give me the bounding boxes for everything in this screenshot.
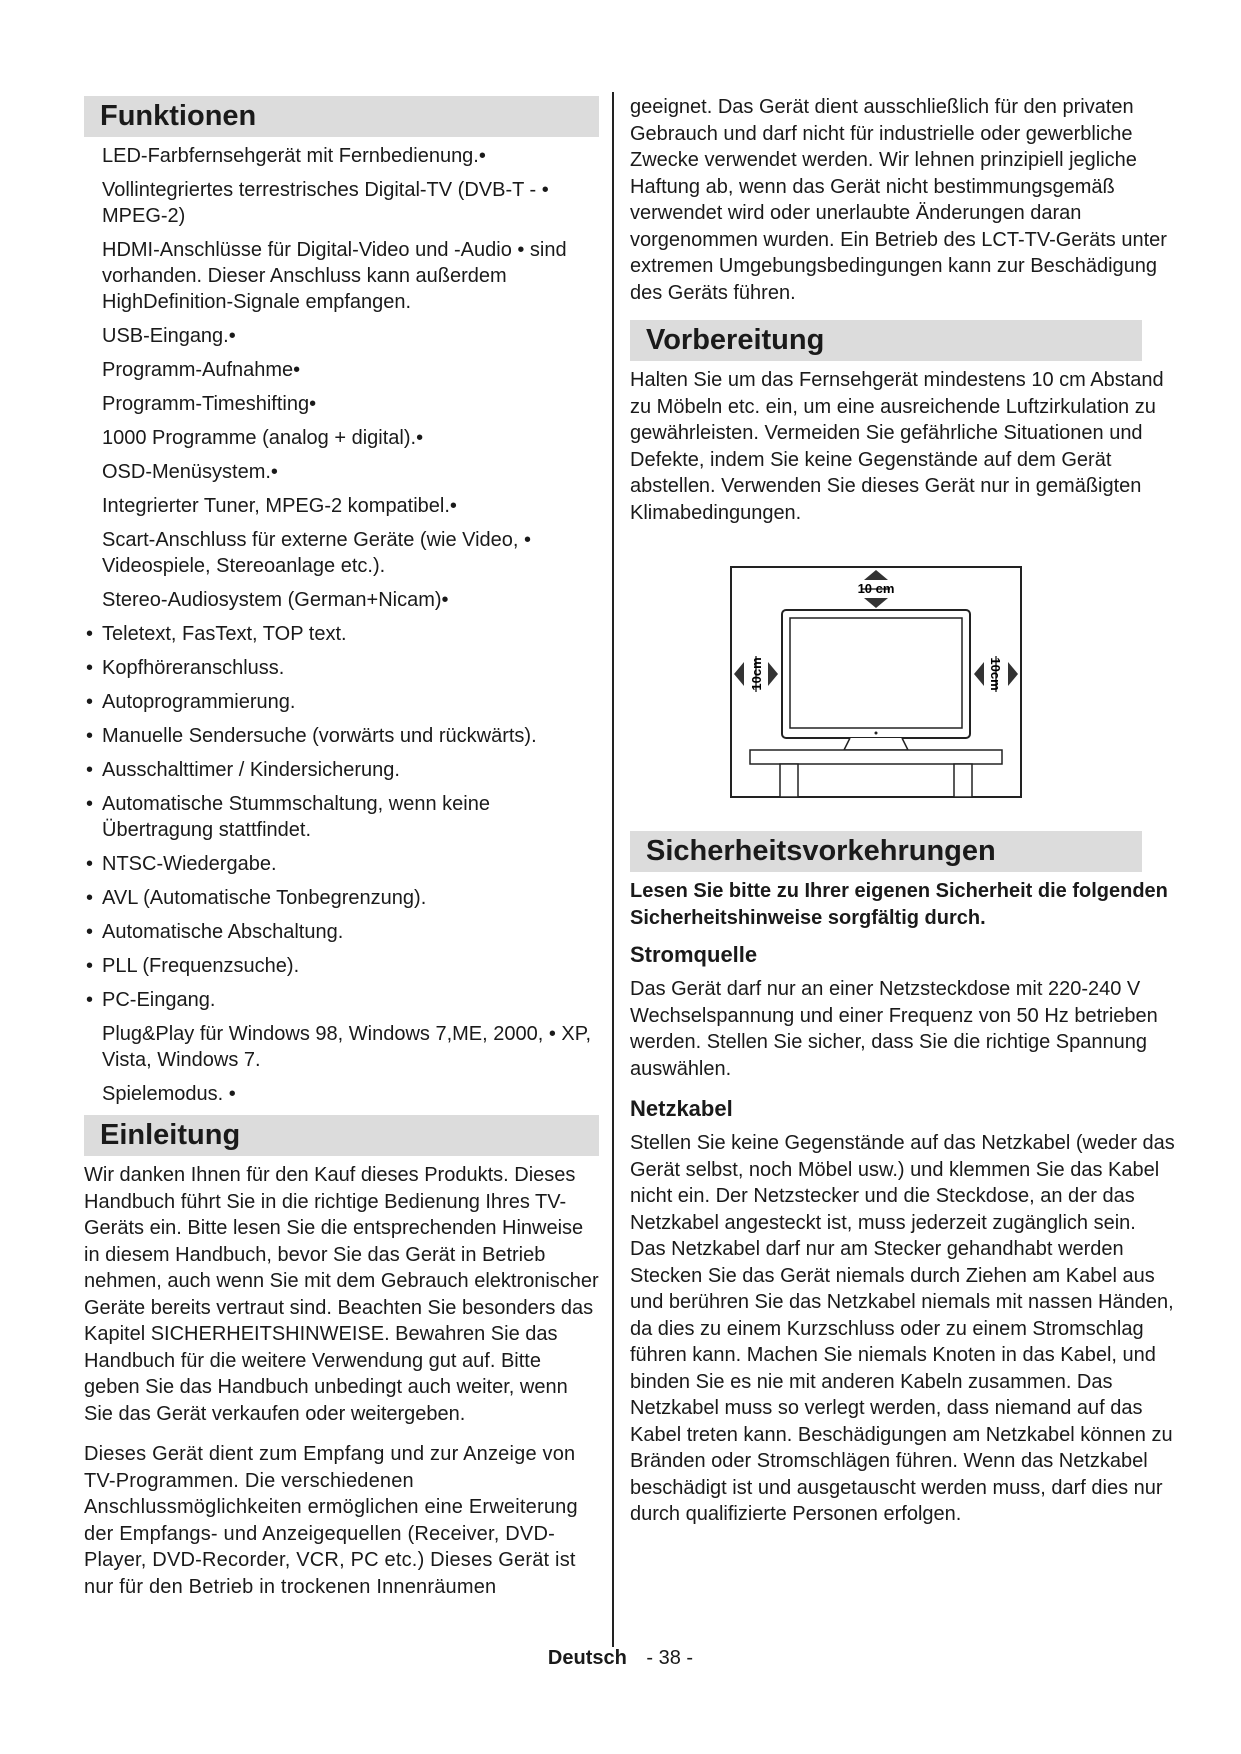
furniture-leg-left <box>780 764 798 797</box>
footer-language: Deutsch <box>547 1647 627 1669</box>
feature-item: Spielemodus. • <box>102 1083 236 1105</box>
furniture-leg-right <box>954 764 972 797</box>
feature-item: • Kopfhöreranschluss. <box>84 655 599 681</box>
feature-item: • NTSC-Wiedergabe. <box>84 851 599 877</box>
tv-stand <box>844 738 908 750</box>
feature-item: OSD-Menüsystem.• <box>102 461 278 483</box>
feature-item: Plug&Play für Windows 98, Windows 7,ME, 2000, • XP, Vista, Windows 7. <box>102 1023 592 1071</box>
functions-heading: Funktionen <box>84 96 599 137</box>
right-clearance-label: 10cm <box>988 657 1003 691</box>
feature-item: Vollintegriertes terrestrisches Digital-TV (DVB-T - • MPEG-2) <box>102 179 549 227</box>
page-footer <box>0 1647 1241 1670</box>
feature-item: • Teletext, FasText, TOP text. <box>84 621 599 647</box>
safety-heading: Sicherheitsvorkehrungen <box>630 831 1142 872</box>
intro-paragraph-2-continued: geeignet. Das Gerät dient ausschließlich für den privaten Gebrauch und darf nicht für industrielle oder gewerbliche Zwecke verwendet werden. Wir lehnen prinzipiell jegliche Haftung ab, wenn das Gerät nicht bestimmungsgemäß verwendet wird oder unerlaubte Änderungen daran vorgenommen wurden. Ein Betrieb des LCT-TV-Geräts unter extremen Umgebungsbedingungen kann zur Beschädigung des Geräts führen. <box>630 96 1167 304</box>
feature-item: • Automatische Abschaltung. <box>84 919 599 945</box>
feature-item: HDMI-Anschlüsse für Digital-Video und -Audio • sind vorhanden. Dieser Anschluss kann außerdem HighDefinition-Signale empfangen. <box>102 239 567 313</box>
feature-item: 1000 Programme (analog + digital).• <box>102 427 424 449</box>
feature-item: Stereo-Audiosystem (German+Nicam)• <box>102 589 449 611</box>
left-column <box>84 96 599 1614</box>
power-source-heading: Stromquelle <box>630 942 758 967</box>
tv-screen <box>790 618 962 728</box>
left-clearance-label: 10cm <box>749 657 764 691</box>
feature-list <box>84 143 599 1107</box>
feature-item: LED-Farbfernsehgerät mit Fernbedienung.• <box>102 145 486 167</box>
safety-lead: Lesen Sie bitte zu Ihrer eigenen Sicherheit die folgenden Sicherheitshinweise sorgfältig durch. <box>630 880 1168 929</box>
power-cable-heading: Netzkabel <box>630 1096 733 1121</box>
feature-item: • PC-Eingang. <box>84 987 599 1013</box>
feature-item: • PLL (Frequenzsuche). <box>84 953 599 979</box>
feature-item: Programm-Timeshifting• <box>102 393 317 415</box>
feature-item: • AVL (Automatische Tonbegrenzung). <box>84 885 599 911</box>
feature-item: • Manuelle Sendersuche (vorwärts und rückwärts). <box>84 723 599 749</box>
feature-item: USB-Eingang.• <box>102 325 236 347</box>
page-number: - 38 - <box>646 1647 694 1669</box>
right-column <box>630 94 1175 1542</box>
power-source-text: Das Gerät darf nur an einer Netzsteckdose mit 220-240 V Wechselspannung und einer Frequenz von 50 Hz betrieben werden. Stellen Sie sicher, dass Sie die richtige Spannung auswählen. <box>630 978 1158 1080</box>
intro-paragraph-1: Wir danken Ihnen für den Kauf dieses Produkts. Dieses Handbuch führt Sie in die richtige Bedienung Ihres TV-Geräts ein. Bitte lesen Sie die entsprechenden Hinweise in diesem Handbuch, bevor Sie das Gerät in Betrieb nehmen, auch wenn Sie mit dem Gebrauch elektronischer Geräte bereits vertraut sind. Beachten Sie besonders das Kapitel SICHERHEITSHINWEISE. Bewahren Sie das Handbuch für die weitere Verwendung gut auf. Bitte geben Sie das Handbuch unbedingt auch weiter, wenn Sie das Gerät verkaufen oder weitergeben. <box>84 1164 599 1425</box>
preparation-text: Halten Sie um das Fernsehgerät mindestens 10 cm Abstand zu Möbeln etc. ein, um eine ausreichende Luftzirkulation zu gewährleisten. Vermeiden Sie gefährliche Situationen und Defekte, indem Sie keine Gegenstände auf dem Gerät abstellen. Verwenden Sie dieses Gerät nur in gemäßigten Klimabedingungen. <box>630 369 1164 524</box>
tv-clearance-diagram <box>730 566 1022 798</box>
feature-item: • Automatische Stummschaltung, wenn keine Übertragung stattfindet. <box>84 791 599 843</box>
feature-item: Programm-Aufnahme• <box>102 359 301 381</box>
feature-item: • Autoprogrammierung. <box>84 689 599 715</box>
feature-item: Integrierter Tuner, MPEG-2 kompatibel.• <box>102 495 457 517</box>
feature-item: Scart-Anschluss für externe Geräte (wie Video, • Videospiele, Stereoanlage etc.). <box>102 529 532 577</box>
intro-heading: Einleitung <box>84 1115 599 1156</box>
preparation-heading: Vorbereitung <box>630 320 1142 361</box>
top-clearance-label: 10 cm <box>857 581 895 596</box>
intro-paragraph-2: Dieses Gerät dient zum Empfang und zur Anzeige von TV-Programmen. Die verschiedenen Anschlussmöglichkeiten ermöglichen eine Erweiterung der Empfangs- und Anzeigequellen (Receiver, DVD-Player, DVD-Recorder, VCR, PC etc.) Dieses Gerät ist nur für den Betrieb in trockenen Innenräumen <box>84 1443 578 1598</box>
feature-item: • Ausschalttimer / Kindersicherung. <box>84 757 599 783</box>
column-divider <box>612 92 614 1647</box>
furniture-top <box>750 750 1002 764</box>
power-cable-text: Stellen Sie keine Gegenstände auf das Netzkabel (weder das Gerät selbst, noch Möbel usw.) und klemmen Sie das Kabel nicht ein. Der Netzstecker und die Steckdose, an der das Netzkabel angesteckt ist, muss jederzeit zugänglich sein. Das Netzkabel darf nur am Stecker gehandhabt werden Stecken Sie das Gerät niemals durch Ziehen am Kabel aus und berühren Sie das Netzkabel niemals mit nassen Händen, da dies zu einem Kurzschluss oder zu einem Stromschlag führen kann. Machen Sie niemals Knoten in das Kabel, und binden Sie es nie mit anderen Kabeln zusammen. Das Netzkabel muss so verlegt werden, dass niemand auf das Kabel treten kann. Beschädigungen am Netzkabel können zu Bränden oder Stromschlägen führen. Wenn das Netzkabel beschädigt ist und ausgetauscht werden muss, darf dies nur durch qualifizierte Personen erfolgen. <box>630 1132 1175 1525</box>
